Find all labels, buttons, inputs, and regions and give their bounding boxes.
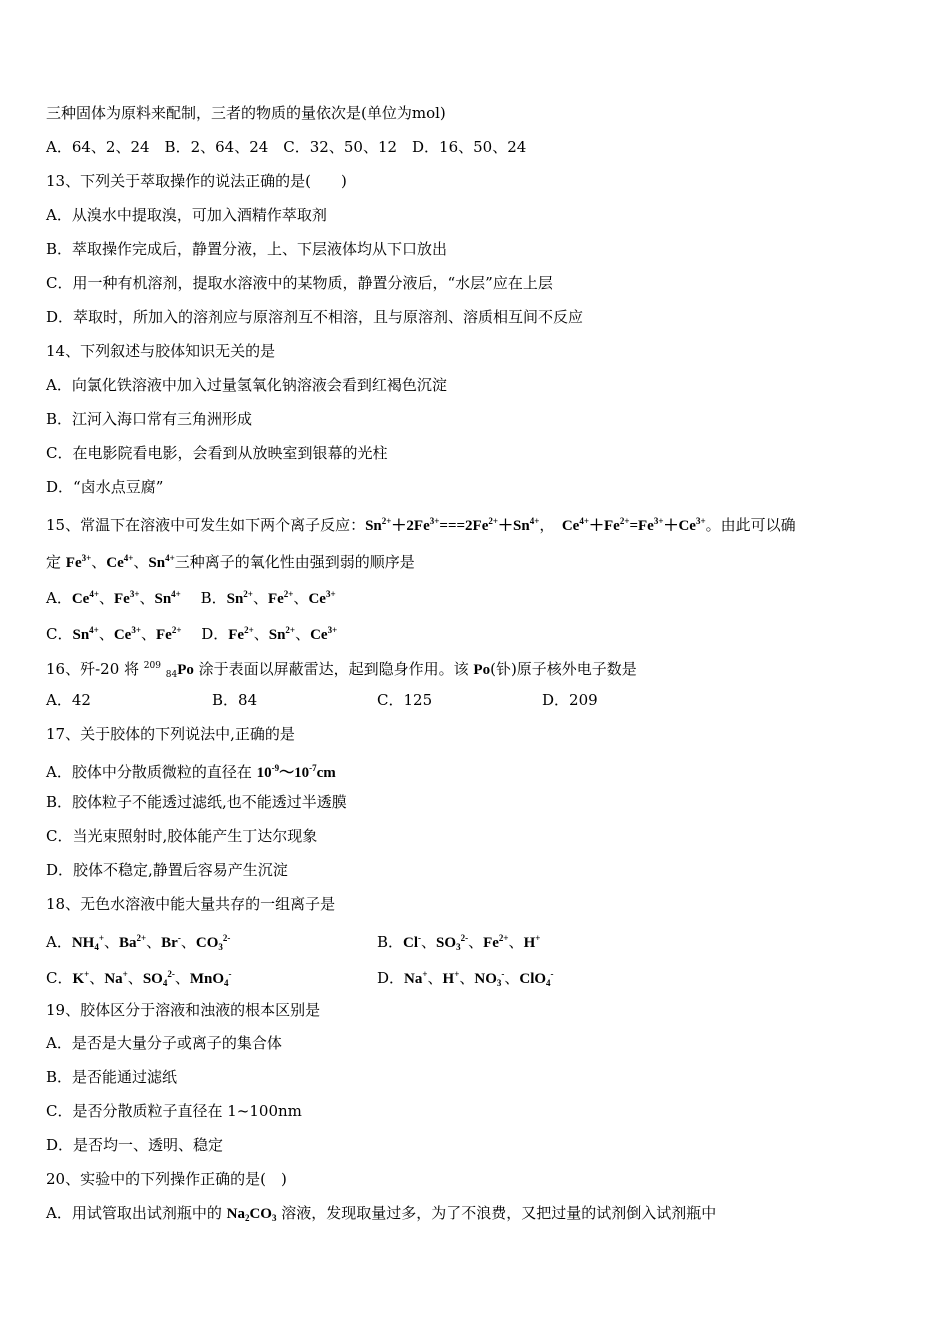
question-16-option-d: D．209	[542, 691, 598, 709]
question-13-option-c: C．用一种有机溶剂，提取水溶液中的某物质，静置分液后，“水层”应在上层	[46, 274, 553, 292]
question-13-stem: 13、下列关于萃取操作的说法正确的是( )	[46, 172, 347, 190]
question-18-option-b: B．Cl-、$SO_3^{2-}$、$Fe^{2+}$、H+	[377, 933, 541, 952]
question-19-stem: 19、胶体区分于溶液和浊液的根本区别是	[46, 1001, 321, 1019]
question-18-option-a: A．$NH_4^+$、$Ba^{2+}$、Br-、$CO_3^{2-}$	[46, 933, 231, 952]
question-18-option-c: C．K+、Na+、$SO_4^{2-}$、MnO$_4$-	[46, 969, 232, 988]
question-17-option-b: B．胶体粒子不能透过滤纸,也不能透过半透膜	[46, 793, 347, 811]
question-16-option-c: C．125	[377, 691, 433, 709]
question-13-option-b: B．萃取操作完成后，静置分液，上、下层液体均从下口放出	[46, 240, 448, 258]
question-14-option-a: A．向氯化铁溶液中加入过量氢氧化钠溶液会看到红褐色沉淀	[46, 376, 447, 394]
question-19-option-d: D．是否均一、透明、稳定	[46, 1136, 224, 1154]
question-19-option-a: A．是否是大量分子或离子的集合体	[46, 1034, 282, 1052]
question-15-options-cd: C．$Sn^{4+}$、$Ce^{3+}$、$Fe^{2+}$ D．$Fe^{2+}$、$Sn^{2+}$、$Ce^{3+}$	[46, 625, 338, 643]
question-15-options-ab: A．$Ce^{4+}$、$Fe^{3+}$、$Sn^{4+}$ B．$Sn^{2+}$、$Fe^{2+}$、$Ce^{3+}$	[46, 589, 336, 607]
question-17-option-a: A．胶体中分散质微粒的直径在 $10^{-9}\sim 10^{-7}cm$	[46, 763, 336, 781]
question-19-option-b: B．是否能通过滤纸	[46, 1068, 178, 1086]
question-13-option-d: D．萃取时，所加入的溶剂应与原溶剂互不相溶，且与原溶剂、溶质相互间不反应	[46, 308, 584, 326]
question-14-stem: 14、下列叙述与胶体知识无关的是	[46, 342, 276, 360]
question-12-stem-end: 三种固体为原料来配制，三者的物质的量依次是(单位为mol)	[46, 104, 446, 122]
question-18-stem: 18、无色水溶液中能大量共存的一组离子是	[46, 895, 336, 913]
question-13-option-a: A．从溴水中提取溴，可加入酒精作萃取剂	[46, 206, 327, 224]
question-17-stem: 17、关于胶体的下列说法中,正确的是	[46, 725, 295, 743]
question-18-option-d: D．Na+、H+、$NO_3^-$、ClO$_4$-	[377, 969, 554, 988]
question-15-stem-line-2: 定 $Fe^{3+}$、$Ce^{4+}$、$Sn^{4+}$三种离子的氧化性由强到弱的顺序是	[46, 553, 415, 571]
question-16-option-a: A．42	[46, 691, 91, 709]
question-16-stem: 16、歼-20 将 $^{209}$ $_{84}$Po 涂于表面以屏蔽雷达，起到隐身作用。该 Po(钋)原子核外电子数是	[46, 660, 637, 680]
question-20-option-a: A．用试管取出试剂瓶中的 $Na_2CO_3$ 溶液，发现取量过多，为了不浪费，又把过量的试剂倒入试剂瓶中	[46, 1204, 717, 1223]
question-19-option-c: C．是否分散质粒子直径在 1~100nm	[46, 1102, 302, 1120]
question-16-option-b: B．84	[212, 691, 258, 709]
question-17-option-d: D．胶体不稳定,静置后容易产生沉淀	[46, 861, 288, 879]
question-20-stem: 20、实验中的下列操作正确的是( )	[46, 1170, 287, 1188]
question-17-option-c: C．当光束照射时,胶体能产生丁达尔现象	[46, 827, 318, 845]
question-14-option-c: C．在电影院看电影，会看到从放映室到银幕的光柱	[46, 444, 388, 462]
question-15-stem-line-1: 15、常温下在溶液中可发生如下两个离子反应：$Sn^{2+}+2Fe^{3+}===2Fe^{2+}+Sn^{4+}$， $Ce^{4+}+Fe^{2+}=Fe^{3+}+Ce^{3+}$。由此可以确	[46, 516, 796, 534]
question-14-option-d: D．“卤水点豆腐”	[46, 478, 164, 496]
question-14-option-b: B．江河入海口常有三角洲形成	[46, 410, 253, 428]
question-12-options: A．64、2、24 B．2、64、24 C．32、50、12 D．16、50、24	[46, 138, 527, 156]
